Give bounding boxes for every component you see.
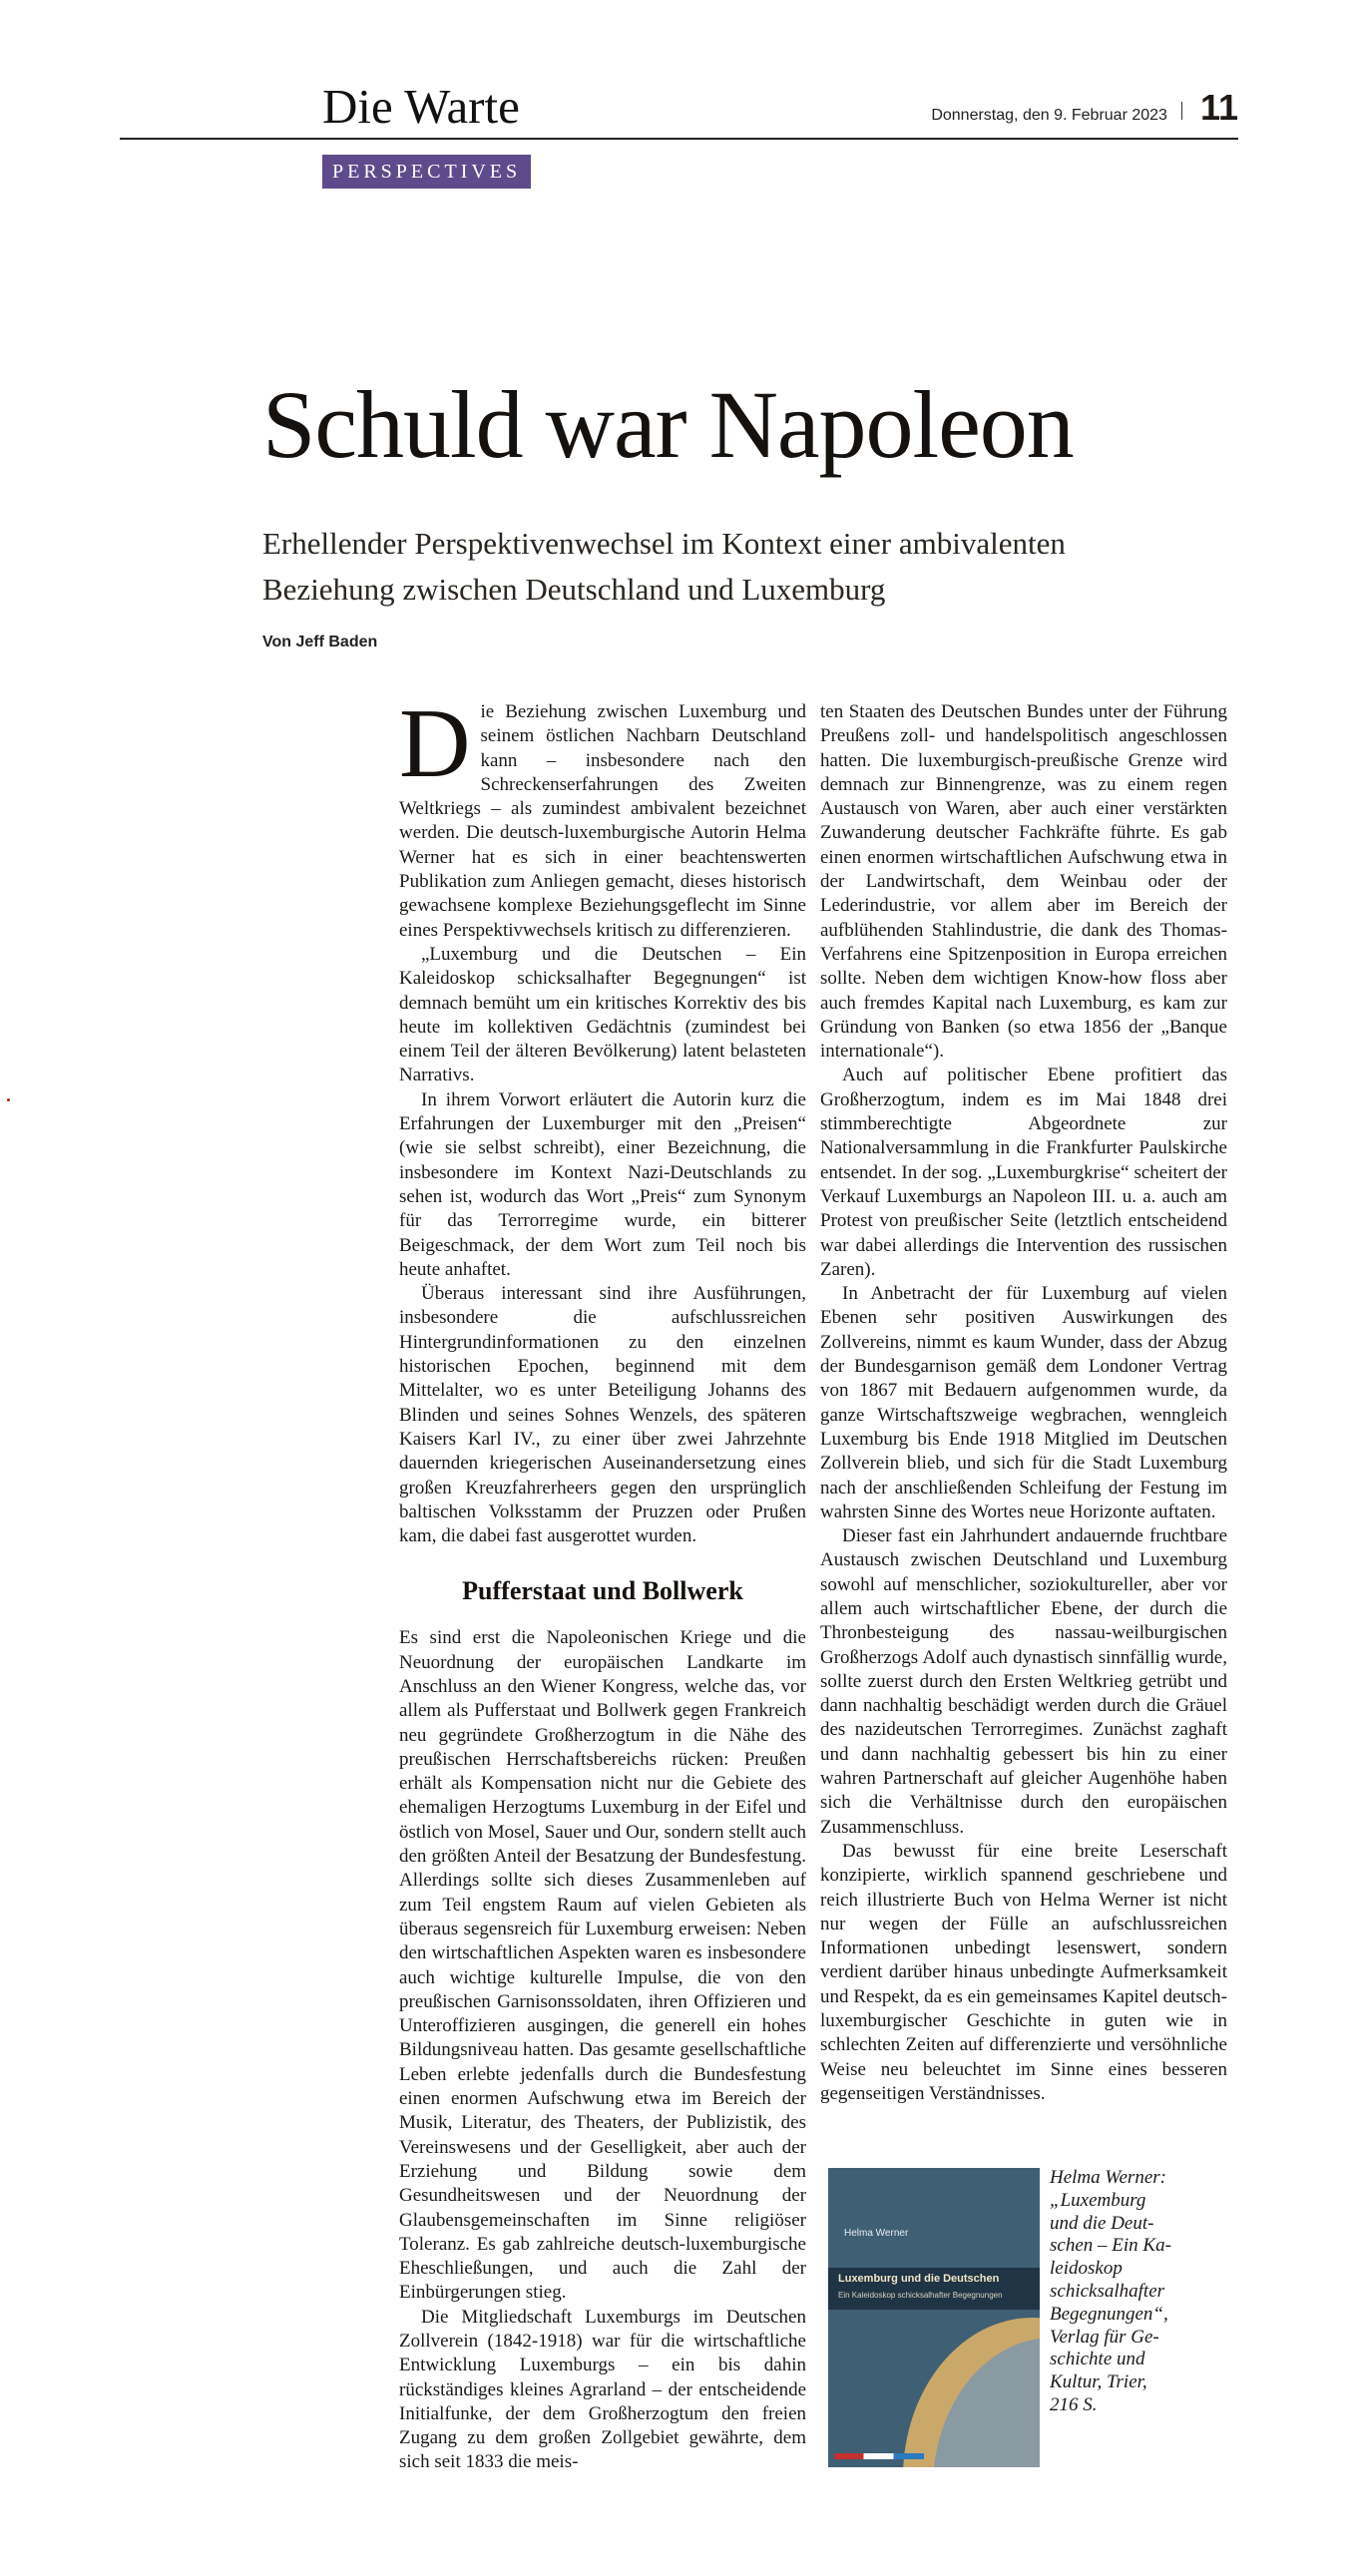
- issue-date: Donnerstag, den 9. Februar 2023: [931, 107, 1167, 124]
- margin-mark: [7, 1098, 10, 1101]
- paragraph: Überaus interessant sind ihre Ausführungen, insbesondere die aufschlussreichen Hintergrundinformationen zu den einzelnen historischen Epochen, beginnend mit dem Mittelalter, wo es unter Beteiligung Johanns des Blinden und seines Sohnes Wenzels, des späteren Kaisers Karl IV., zu einer über zwei Jahrzehnte dauernden kriegerischen Auseinandersetzung eines großen Kreuzfahrerheers gegen den ursprünglich baltischen Volksstamm der Pruzzen oder Prußen kam, die dabei fast ausgerottet wurden.: [399, 1283, 806, 1547]
- caption-line: und die Deut-: [1050, 2212, 1154, 2234]
- subheading: Pufferstaat und Bollwerk: [462, 1576, 743, 1606]
- paragraph: In ihrem Vorwort erläutert die Autorin kurz die Erfahrungen der Luxemburger mit den „Preisen“ (wie sie selbst schreibt), einer Bezeichnung, die insbesondere im Kontext Nazi-Deutschlands zu sehen ist, wodurch das Wort „Preis“ zum Synonym für das Terrorregime wurde, ein bitterer Beigeschmack, der dem Wort zum Teil noch bis heute anhaftet.: [399, 1088, 806, 1280]
- article-column-1: [399, 689, 806, 2475]
- paragraph: Es sind erst die Napoleonischen Kriege und die Neuordnung der europäischen Landkarte im Anschluss an den Wiener Kongress, welche das, vor allem als Pufferstaat und Bollwerk gegen Frankreich neu gegründete Großherzogtum in die Nähe des preußischen Herrschaftsbereichs rücken: Preußen erhält als Kompensation nicht nur die Gebiete des ehemaligen Herzogtums Luxemburg in der Eifel und östlich von Mosel, Sauer und Our, sondern stellt auch den größten Anteil der Besatzung der Bundesfestung. Allerdings sollte sich dieses Zusammenleben auf zum Teil engstem Raum auf vielen Gebieten als überaus segensreich für Luxemburg erweisen: Neben den wirtschaftlichen Aspekten waren es insbesondere auch wichtige kulturelle Impulse, die von den preußischen Garnisonssoldaten, ihren Offizieren und Unteroffizieren ausgingen, die generell ein hohes Bildungsniveau hatten. Das gesamte gesellschaftliche Leben erlebte jedenfalls durch die Bundesfestung einen enormen Aufschwung etwa im Bereich der Musik, Literatur, des Theaters, der Publizistik, des Vereinswesens und der Geselligkeit, aber auch der Erziehung und Bildung sowie dem Gesundheitswesen und der Neuordnung der Glaubensgemeinschaften im Sinne religiöser Toleranz. Es gab zahlreiche deutsch-luxemburgische Eheschließungen, und auch die Zahl der Einbürgerungen stieg.: [399, 1627, 806, 2304]
- flag-stripe: [834, 2453, 924, 2459]
- caption-line: 216 S.: [1050, 2393, 1098, 2415]
- cover-author: Helma Werner: [844, 2228, 909, 2239]
- caption-line: Helma Werner:: [1050, 2167, 1166, 2188]
- header-separator: [1181, 102, 1182, 120]
- cover-title: Luxemburg und die Deutschen: [838, 2273, 1000, 2285]
- paragraph: Auch auf politischer Ebene profitiert das Großherzogtum, indem es im Mai 1848 drei stimmberechtigte Abgeordnete zur Nationalversammlung in die Frankfurter Paulskirche entsendet. In der sog. „Luxemburgkrise“ scheitert der Verkauf Luxemburgs an Napoleon III. u. a. auch am Protest von preußischer Seite (letztlich entscheidend war dabei allerdings die Intervention des russischen Zaren).: [820, 1065, 1227, 1280]
- caption-line: schen – Ein Ka-: [1050, 2235, 1171, 2257]
- caption-line: Kultur, Trier,: [1050, 2371, 1147, 2393]
- book-cover-image: [828, 2168, 1040, 2467]
- caption-line: Verlag für Ge-: [1050, 2326, 1159, 2348]
- page-number: 11: [1199, 87, 1238, 128]
- paragraph: „Luxemburg und die Deutschen – Ein Kaleidoskop schicksalhafter Begegnungen“ ist demnach bemüht um ein kritisches Korrektiv des bis heute im kollektiven Gedächtnis (zumindest bei einem Teil der älteren Bevölkerung) latent belasteten Narrativs.: [399, 943, 806, 1086]
- subhead-line: Beziehung zwischen Deutschland und Luxemburg: [262, 572, 886, 607]
- caption-line: schicksalhafter: [1050, 2280, 1165, 2302]
- section-tag: PERSPECTIVES: [322, 155, 531, 189]
- caption-line: Begegnungen“,: [1050, 2303, 1168, 2325]
- paragraph: ten Staaten des Deutschen Bundes unter der Führung Preußens zoll- und handelspolitisch angeschlossen hatten. Die luxemburgisch-preußische Grenze wird demnach zur Binnengrenze, was zu einem regen Austausch von Waren, aber auch einer verstärkten Zuwanderung deutscher Fachkräfte führte. Es gab einen enormen wirtschaftlichen Aufschwung etwa in der Landwirtschaft, dem Weinbau oder der Lederindustrie, vor allem aber im Bereich der aufblühenden Stahlindustrie, die dank des Thomas-Verfahrens eine Spitzenposition in Europa erreichen sollte. Neben dem wichtigen Know-how floss aber auch fremdes Kapital nach Luxemburg, es kam zur Gründung von Banken (so etwa 1856 der „Banque internationale“).: [820, 701, 1227, 1063]
- book-caption: [1050, 2167, 1209, 2417]
- issue-info: [931, 87, 1238, 128]
- paragraph: Die Mitgliedschaft Luxemburgs im Deutschen Zollverein (1842-1918) war für die wirtschaftliche Entwicklung Luxemburgs – ein bis dahin rückständiges kleines Agrarland – der entscheidende Initialfunke, der dem Großherzogtum den freien Zugang zu dem großen Zollgebiet gewährte, dem sich seit 1833 die meis-: [399, 2306, 806, 2473]
- article-column-2: [820, 700, 1227, 2106]
- caption-line: leidoskop: [1050, 2258, 1123, 2280]
- caption-line: „Luxemburg: [1050, 2189, 1146, 2211]
- subhead-line: Erhellender Perspektivenwechsel im Kontext einer ambivalenten: [262, 526, 1066, 561]
- byline: Von Jeff Baden: [262, 634, 378, 650]
- paragraph: ie Beziehung zwischen Luxemburg und seinem östlichen Nachbarn Deutschland kann – insbesondere nach den Schreckenserfahrungen des Zweiten Weltkriegs – als zumindest ambivalent bezeichnet werden. Die deutsch-luxemburgische Autorin Helma Werner hat es sich in einer beachtenswerten Publikation zum Anliegen gemacht, dieses historisch gewachsene komplexe Beziehungsgeflecht im Sinne eines Perspektivwechsels kritisch zu differenzieren.: [399, 701, 806, 941]
- cover-subtitle: Ein Kaleidoskop schicksalhafter Begegnungen: [838, 2291, 1003, 2300]
- headline: Schuld war Napoleon: [262, 371, 1074, 478]
- caption-line: schichte und: [1050, 2349, 1145, 2370]
- paragraph: Das bewusst für eine breite Leserschaft konzipierte, wirklich spannend geschriebene und reich illustrierte Buch von Helma Werner ist nicht nur wegen der Fülle an aufschlussreichen Informationen unbedingt lesenswert, sondern verdient darüber hinaus unbedingte Aufmerksamkeit und Respekt, da es ein gemeinsames Kapitel deutsch-luxemburgischer Geschichte in guten wie in schlechten Zeiten auf differenzierte und versöhnliche Weise neu beleuchtet im Sinne eines besseren gegenseitigen Verständnisses.: [820, 1840, 1227, 2104]
- drop-cap: D: [399, 689, 471, 798]
- subheadline: [262, 521, 1220, 613]
- paragraph: In Anbetracht der für Luxemburg auf vielen Ebenen sehr positiven Auswirkungen des Zollvereins, nimmt es kaum Wunder, dass der Abzug der Bundesgarnison gemäß dem Londoner Vertrag von 1867 mit Bedauern aufgenommen wurde, da ganze Wirtschaftszweige wegbrachen, wenngleich Luxemburg bis Ende 1918 Mitglied im Deutschen Zollverein blieb, und sich für die Stadt Luxemburg nach der anschließenden Schleifung der Festung im wahrsten Sinne des Wortes neue Horizonte auftaten.: [820, 1283, 1227, 1522]
- masthead: Die Warte: [322, 79, 520, 134]
- header-rule: [120, 138, 1238, 140]
- paragraph: Dieser fast ein Jahrhundert andauernde fruchtbare Austausch zwischen Deutschland und Luxemburg sowohl auf menschlicher, soziokultureller, aber vor allem auch wirtschaftlicher Ebene, der durch die Thronbesteigung des nassau-weilburgischen Großherzogs Adolf auch dynastisch sinnfällig wurde, sollte zuerst durch den Ersten Weltkrieg getrübt und dann nachhaltig beschädigt werden durch die Gräuel des nazideutschen Terrorregimes. Zunächst zaghaft und dann nachhaltig gebessert bis hin zu einer wahren Partnerschaft auf gleicher Augenhöhe haben sich die Verhältnisse durch den europäischen Zusammenschluss.: [820, 1525, 1227, 1838]
